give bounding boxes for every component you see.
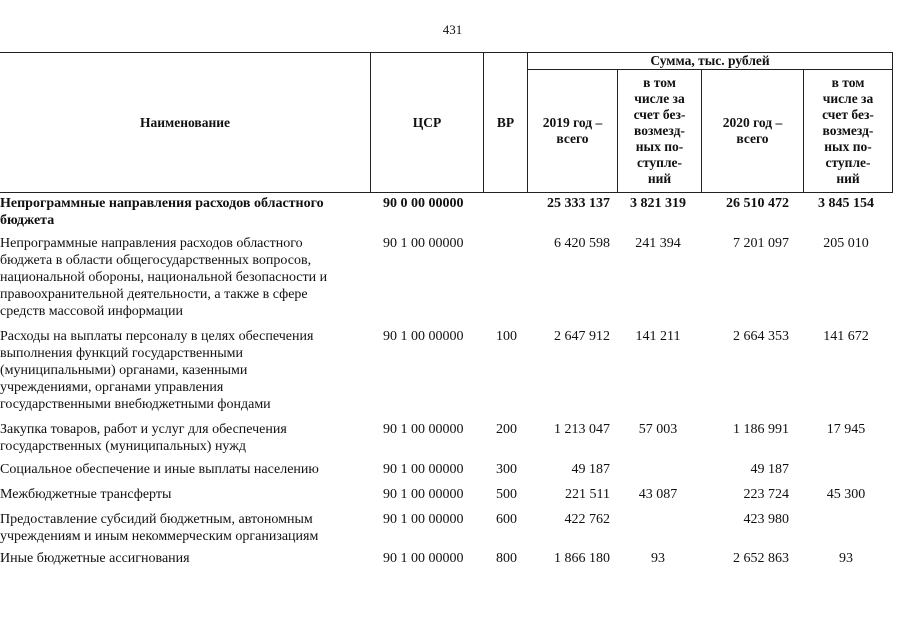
row-total-2019: 422 762 — [564, 512, 610, 527]
row-total-2019: 25 333 137 — [547, 196, 610, 211]
row-total-2020: 49 187 — [750, 462, 789, 477]
row-vr: 500 — [496, 487, 517, 502]
header-name: Наименование — [140, 114, 230, 130]
header-total-2019: 2019 год – всего — [542, 115, 603, 146]
row-name: Иные бюджетные ассигнования — [0, 551, 190, 566]
row-free-2019: 241 394 — [635, 236, 681, 251]
row-csr: 90 1 00 00000 — [383, 512, 464, 527]
row-total-2020: 26 510 472 — [726, 196, 789, 211]
header-vr: ВР — [496, 114, 515, 130]
header-bottom-border — [0, 192, 893, 193]
row-free-2019: 57 003 — [638, 422, 678, 437]
row-csr: 90 0 00 00000 — [383, 196, 464, 211]
row-csr: 90 1 00 00000 — [383, 487, 464, 502]
row-total-2019: 49 187 — [571, 462, 610, 477]
row-vr: 200 — [496, 422, 517, 437]
row-total-2019: 1 866 180 — [554, 551, 610, 566]
header-free-2020: в том числе за счет без- возмезд- ных по- ступле- ний — [822, 75, 874, 186]
header-free-2019: в том числе за счет без- возмезд- ных по- ступле- ний — [633, 75, 686, 186]
row-free-2020: 93 — [839, 551, 853, 566]
row-vr: 800 — [496, 551, 517, 566]
row-total-2020: 423 980 — [743, 512, 789, 527]
row-total-2020: 7 201 097 — [733, 236, 789, 251]
row-total-2019: 221 511 — [565, 487, 610, 502]
row-name: Непрограммные направления расходов областного бюджета в области общегосударственных вопросов, национальной обороны, национальной безопасности и правоохранительной деятельности, а также в сфере средств массовой информации — [0, 236, 328, 319]
row-free-2019: 93 — [651, 551, 665, 566]
row-total-2020: 2 652 863 — [733, 551, 789, 566]
row-free-2020: 45 300 — [826, 487, 866, 502]
row-total-2019: 2 647 912 — [554, 329, 610, 344]
row-total-2020: 223 724 — [743, 487, 789, 502]
row-name: Социальное обеспечение и иные выплаты населению — [0, 462, 319, 477]
row-free-2020: 3 845 154 — [818, 196, 874, 211]
row-csr: 90 1 00 00000 — [383, 422, 464, 437]
row-total-2019: 6 420 598 — [554, 236, 610, 251]
header-csr: ЦСР — [412, 114, 442, 130]
row-free-2019: 43 087 — [638, 487, 678, 502]
row-vr: 600 — [496, 512, 517, 527]
page-number: 431 — [442, 22, 463, 37]
row-free-2019: 3 821 319 — [630, 196, 686, 211]
row-csr: 90 1 00 00000 — [383, 236, 464, 251]
row-total-2020: 1 186 991 — [733, 422, 789, 437]
row-name: Непрограммные направления расходов областного бюджета — [0, 196, 324, 228]
row-free-2019: 141 211 — [635, 329, 681, 344]
row-name: Межбюджетные трансферты — [0, 487, 172, 502]
row-csr: 90 1 00 00000 — [383, 462, 464, 477]
row-total-2019: 1 213 047 — [554, 422, 610, 437]
header-sum-title: Сумма, тыс. рублей — [650, 53, 770, 68]
row-csr: 90 1 00 00000 — [383, 329, 464, 344]
row-free-2020: 141 672 — [823, 329, 869, 344]
row-name: Предоставление субсидий бюджетным, автономным учреждениям и иным некоммерческим организациям — [0, 512, 319, 544]
row-name: Закупка товаров, работ и услуг для обеспечения государственных (муниципальных) нужд — [0, 422, 287, 454]
row-name: Расходы на выплаты персоналу в целях обеспечения выполнения функций государственными (муниципальными) органами, казенными учреждениями, органами управления государственными внебюджетными фондами — [0, 329, 314, 412]
header-total-2020: 2020 год – всего — [722, 115, 783, 146]
header-divider — [892, 52, 893, 192]
row-vr: 300 — [496, 462, 517, 477]
row-free-2020: 17 945 — [826, 422, 866, 437]
row-free-2020: 205 010 — [823, 236, 869, 251]
row-csr: 90 1 00 00000 — [383, 551, 464, 566]
row-total-2020: 2 664 353 — [733, 329, 789, 344]
row-vr: 100 — [496, 329, 517, 344]
